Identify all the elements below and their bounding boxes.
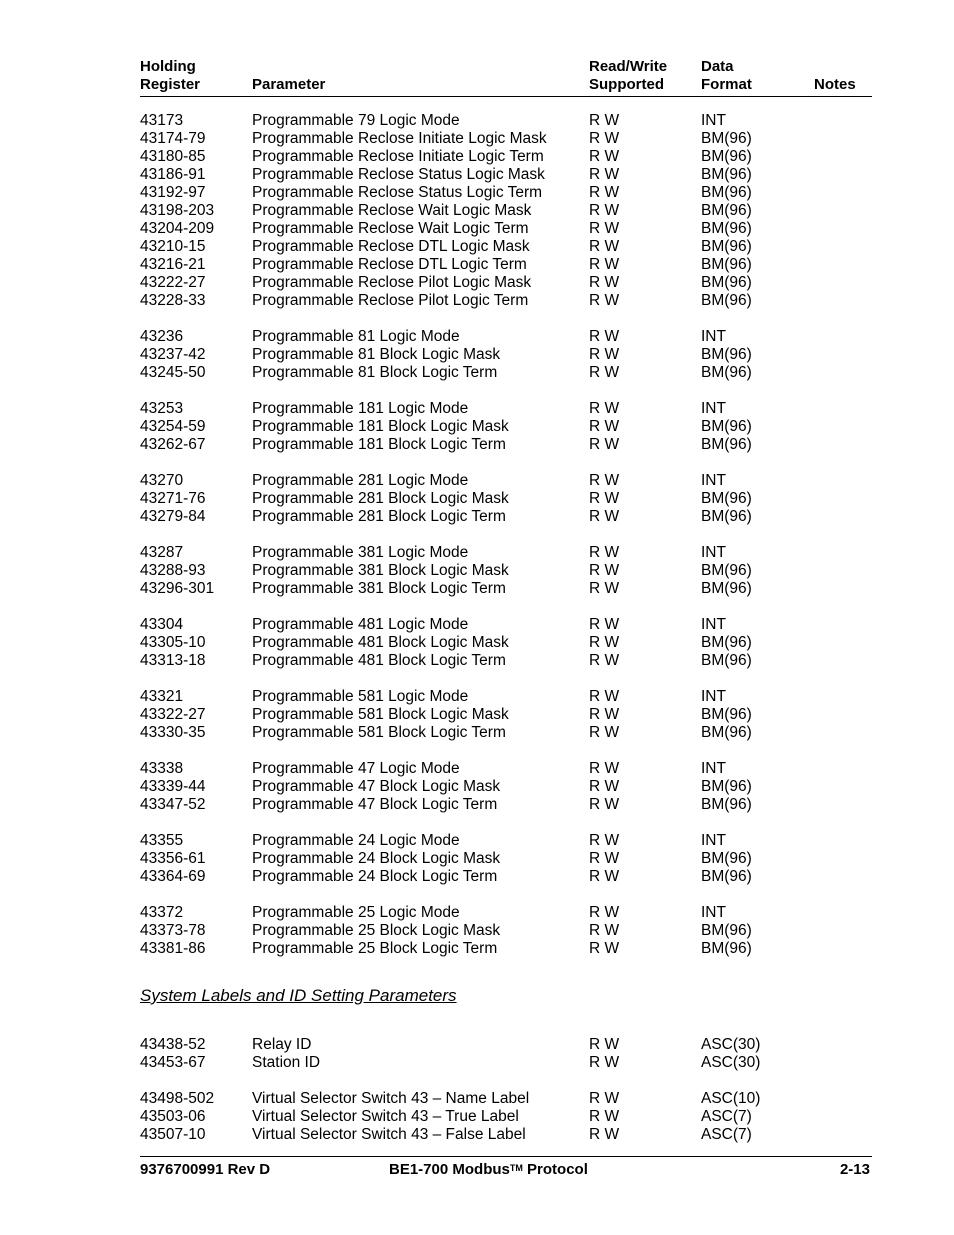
register-cell: 43216-21: [140, 256, 206, 273]
register-cell: 43279-84: [140, 508, 206, 525]
parameter-cell: Programmable Reclose Status Logic Mask: [252, 166, 545, 183]
access-cell: R W: [589, 724, 620, 741]
page-footer: [140, 1156, 872, 1181]
register-cell: 43287: [140, 544, 184, 561]
format-cell: BM(96): [701, 706, 752, 723]
register-cell: 43330-35: [140, 724, 206, 741]
format-cell: BM(96): [701, 850, 752, 867]
document-number: 9376700991 Rev D: [140, 1161, 271, 1178]
format-cell: BM(96): [701, 418, 752, 435]
table-row: [140, 616, 872, 634]
table-row: [140, 490, 872, 508]
format-cell: BM(96): [701, 724, 752, 741]
access-cell: R W: [589, 148, 620, 165]
register-cell: 43186-91: [140, 166, 206, 183]
register-cell: 43204-209: [140, 220, 215, 237]
table-row: [140, 1090, 872, 1108]
register-cell: 43372: [140, 904, 184, 921]
access-cell: R W: [589, 166, 620, 183]
header-data-format: Data Format: [701, 58, 752, 93]
table-row: [140, 1126, 872, 1144]
register-cell: 43322-27: [140, 706, 206, 723]
register-cell: 43237-42: [140, 346, 206, 363]
parameter-cell: Programmable 24 Block Logic Mask: [252, 850, 501, 867]
group-spacer: [140, 382, 872, 400]
format-cell: BM(96): [701, 508, 752, 525]
register-table: [140, 112, 872, 958]
register-cell: 43245-50: [140, 364, 206, 381]
format-cell: BM(96): [701, 364, 752, 381]
parameter-cell: Programmable Reclose Status Logic Term: [252, 184, 543, 201]
format-cell: INT: [701, 328, 726, 345]
register-cell: 43236: [140, 328, 184, 345]
table-row: [140, 112, 872, 130]
register-cell: 43180-85: [140, 148, 206, 165]
register-cell: 43304: [140, 616, 184, 633]
format-cell: BM(96): [701, 130, 752, 147]
table-header: [140, 56, 872, 97]
parameter-cell: Programmable 47 Block Logic Term: [252, 796, 498, 813]
register-cell: 43222-27: [140, 274, 206, 291]
access-cell: R W: [589, 184, 620, 201]
parameter-cell: Programmable 81 Logic Mode: [252, 328, 460, 345]
access-cell: R W: [589, 760, 620, 777]
access-cell: R W: [589, 364, 620, 381]
table-row: [140, 148, 872, 166]
parameter-cell: Virtual Selector Switch 43 – False Label: [252, 1126, 526, 1143]
group-spacer: [140, 454, 872, 472]
format-cell: BM(96): [701, 274, 752, 291]
table-row: [140, 832, 872, 850]
access-cell: R W: [589, 472, 620, 489]
table-row: [140, 850, 872, 868]
register-cell: 43503-06: [140, 1108, 206, 1125]
register-cell: 43198-203: [140, 202, 215, 219]
access-cell: R W: [589, 940, 620, 957]
parameter-cell: Programmable 581 Block Logic Mask: [252, 706, 509, 723]
register-cell: 43347-52: [140, 796, 206, 813]
parameter-cell: Programmable 47 Logic Mode: [252, 760, 460, 777]
access-cell: R W: [589, 274, 620, 291]
table-row: [140, 706, 872, 724]
table-row: [140, 238, 872, 256]
table-row: [140, 760, 872, 778]
parameter-cell: Virtual Selector Switch 43 – True Label: [252, 1108, 519, 1125]
format-cell: INT: [701, 904, 726, 921]
access-cell: R W: [589, 1054, 620, 1071]
access-cell: R W: [589, 778, 620, 795]
table-row: [140, 1036, 872, 1054]
parameter-cell: Programmable 25 Logic Mode: [252, 904, 460, 921]
format-cell: BM(96): [701, 436, 752, 453]
format-cell: INT: [701, 688, 726, 705]
register-cell: 43253: [140, 400, 184, 417]
register-cell: 43313-18: [140, 652, 206, 669]
register-cell: 43271-76: [140, 490, 206, 507]
table-row: [140, 130, 872, 148]
format-cell: BM(96): [701, 922, 752, 939]
group-spacer: [140, 814, 872, 832]
parameter-cell: Station ID: [252, 1054, 321, 1071]
access-cell: R W: [589, 508, 620, 525]
access-cell: R W: [589, 256, 620, 273]
register-cell: 43438-52: [140, 1036, 206, 1053]
table-row: [140, 220, 872, 238]
format-cell: ASC(30): [701, 1054, 761, 1071]
table-row: [140, 940, 872, 958]
parameter-cell: Programmable 381 Block Logic Term: [252, 580, 506, 597]
access-cell: R W: [589, 400, 620, 417]
group-spacer: [140, 598, 872, 616]
parameter-cell: Programmable 181 Block Logic Term: [252, 436, 506, 453]
parameter-cell: Relay ID: [252, 1036, 312, 1053]
parameter-cell: Programmable 481 Block Logic Term: [252, 652, 506, 669]
register-cell: 43210-15: [140, 238, 206, 255]
access-cell: R W: [589, 868, 620, 885]
parameter-cell: Programmable 481 Block Logic Mask: [252, 634, 509, 651]
access-cell: R W: [589, 1126, 620, 1143]
table-row: [140, 274, 872, 292]
register-cell: 43262-67: [140, 436, 206, 453]
table-row: [140, 292, 872, 310]
format-cell: BM(96): [701, 256, 752, 273]
format-cell: BM(96): [701, 652, 752, 669]
format-cell: BM(96): [701, 220, 752, 237]
parameter-cell: Programmable 81 Block Logic Mask: [252, 346, 501, 363]
table-row: [140, 634, 872, 652]
register-cell: 43453-67: [140, 1054, 206, 1071]
parameter-cell: Programmable 181 Logic Mode: [252, 400, 469, 417]
register-cell: 43507-10: [140, 1126, 206, 1143]
group-spacer: [140, 526, 872, 544]
parameter-cell: Programmable 24 Logic Mode: [252, 832, 460, 849]
register-cell: 43339-44: [140, 778, 206, 795]
parameter-cell: Programmable 81 Block Logic Term: [252, 364, 498, 381]
register-cell: 43338: [140, 760, 184, 777]
register-cell: 43498-502: [140, 1090, 215, 1107]
format-cell: INT: [701, 616, 726, 633]
parameter-cell: Programmable 381 Logic Mode: [252, 544, 469, 561]
header-holding-register: Holding Register: [140, 58, 201, 93]
register-cell: 43355: [140, 832, 184, 849]
format-cell: BM(96): [701, 796, 752, 813]
access-cell: R W: [589, 112, 620, 129]
table-row: [140, 652, 872, 670]
access-cell: R W: [589, 220, 620, 237]
table-row: [140, 724, 872, 742]
register-cell: 43296-301: [140, 580, 215, 597]
access-cell: R W: [589, 1090, 620, 1107]
format-cell: BM(96): [701, 346, 752, 363]
table-row: [140, 688, 872, 706]
table-row: [140, 1108, 872, 1126]
table-row: [140, 778, 872, 796]
format-cell: INT: [701, 832, 726, 849]
access-cell: R W: [589, 706, 620, 723]
header-parameter: Parameter: [252, 76, 326, 93]
table-row: [140, 364, 872, 382]
register-cell: 43373-78: [140, 922, 206, 939]
format-cell: ASC(30): [701, 1036, 761, 1053]
group-spacer: [140, 1072, 872, 1090]
format-cell: INT: [701, 112, 726, 129]
format-cell: BM(96): [701, 292, 752, 309]
access-cell: R W: [589, 292, 620, 309]
parameter-cell: Virtual Selector Switch 43 – Name Label: [252, 1090, 530, 1107]
table-row: [140, 544, 872, 562]
parameter-cell: Programmable Reclose Pilot Logic Mask: [252, 274, 532, 291]
header-read-write: Read/Write Supported: [589, 58, 668, 93]
access-cell: R W: [589, 688, 620, 705]
access-cell: R W: [589, 346, 620, 363]
access-cell: R W: [589, 634, 620, 651]
format-cell: BM(96): [701, 778, 752, 795]
format-cell: BM(96): [701, 184, 752, 201]
table-row: [140, 400, 872, 418]
access-cell: R W: [589, 832, 620, 849]
format-cell: ASC(7): [701, 1126, 752, 1143]
parameter-cell: Programmable 281 Block Logic Term: [252, 508, 506, 525]
register-cell: 43381-86: [140, 940, 206, 957]
format-cell: BM(96): [701, 634, 752, 651]
document-title: BE1-700 Modbus™ Protocol: [389, 1161, 588, 1178]
access-cell: R W: [589, 328, 620, 345]
access-cell: R W: [589, 130, 620, 147]
parameter-cell: Programmable 24 Block Logic Term: [252, 868, 498, 885]
parameter-cell: Programmable 281 Block Logic Mask: [252, 490, 509, 507]
table-row: [140, 1054, 872, 1072]
register-cell: 43270: [140, 472, 184, 489]
parameter-cell: Programmable Reclose DTL Logic Mask: [252, 238, 530, 255]
table-row: [140, 184, 872, 202]
table-row: [140, 868, 872, 886]
group-spacer: [140, 670, 872, 688]
parameter-cell: Programmable 281 Logic Mode: [252, 472, 469, 489]
parameter-cell: Programmable 581 Block Logic Term: [252, 724, 506, 741]
format-cell: INT: [701, 544, 726, 561]
format-cell: BM(96): [701, 202, 752, 219]
access-cell: R W: [589, 544, 620, 561]
parameter-cell: Programmable Reclose Initiate Logic Term: [252, 148, 544, 165]
access-cell: R W: [589, 904, 620, 921]
parameter-cell: Programmable 381 Block Logic Mask: [252, 562, 509, 579]
parameter-cell: Programmable 181 Block Logic Mask: [252, 418, 509, 435]
page-number: 2-13: [839, 1161, 870, 1178]
access-cell: R W: [589, 418, 620, 435]
table-row: [140, 922, 872, 940]
parameter-cell: Programmable 481 Logic Mode: [252, 616, 469, 633]
access-cell: R W: [589, 238, 620, 255]
table-row: [140, 580, 872, 598]
register-cell: 43173: [140, 112, 184, 129]
format-cell: BM(96): [701, 940, 752, 957]
parameter-cell: Programmable Reclose Wait Logic Mask: [252, 202, 532, 219]
format-cell: BM(96): [701, 562, 752, 579]
table-row: [140, 418, 872, 436]
register-cell: 43321: [140, 688, 184, 705]
parameter-cell: Programmable Reclose Pilot Logic Term: [252, 292, 529, 309]
register-cell: 43254-59: [140, 418, 206, 435]
group-spacer: [140, 310, 872, 328]
parameter-cell: Programmable 581 Logic Mode: [252, 688, 469, 705]
section-title: System Labels and ID Setting Parameters: [140, 986, 457, 1005]
format-cell: INT: [701, 760, 726, 777]
access-cell: R W: [589, 616, 620, 633]
access-cell: R W: [589, 580, 620, 597]
access-cell: R W: [589, 202, 620, 219]
access-cell: R W: [589, 922, 620, 939]
access-cell: R W: [589, 796, 620, 813]
format-cell: ASC(10): [701, 1090, 761, 1107]
table-row: [140, 436, 872, 454]
access-cell: R W: [589, 850, 620, 867]
header-notes: Notes: [814, 76, 856, 93]
format-cell: BM(96): [701, 148, 752, 165]
access-cell: R W: [589, 562, 620, 579]
format-cell: INT: [701, 400, 726, 417]
table-row: [140, 796, 872, 814]
table-row: [140, 346, 872, 364]
register-cell: 43228-33: [140, 292, 206, 309]
table-row: [140, 328, 872, 346]
parameter-cell: Programmable 25 Block Logic Mask: [252, 922, 501, 939]
table-row: [140, 508, 872, 526]
parameter-cell: Programmable Reclose DTL Logic Term: [252, 256, 527, 273]
table-row: [140, 562, 872, 580]
access-cell: R W: [589, 1108, 620, 1125]
format-cell: ASC(7): [701, 1108, 752, 1125]
parameter-cell: Programmable Reclose Wait Logic Term: [252, 220, 529, 237]
parameter-cell: Programmable 79 Logic Mode: [252, 112, 460, 129]
parameter-cell: Programmable 25 Block Logic Term: [252, 940, 498, 957]
access-cell: R W: [589, 490, 620, 507]
group-spacer: [140, 742, 872, 760]
access-cell: R W: [589, 1036, 620, 1053]
register-cell: 43174-79: [140, 130, 206, 147]
access-cell: R W: [589, 436, 620, 453]
format-cell: BM(96): [701, 868, 752, 885]
format-cell: BM(96): [701, 238, 752, 255]
table-row: [140, 166, 872, 184]
table-row: [140, 202, 872, 220]
parameter-cell: Programmable Reclose Initiate Logic Mask: [252, 130, 547, 147]
format-cell: BM(96): [701, 166, 752, 183]
system-labels-table: [140, 1036, 872, 1144]
access-cell: R W: [589, 652, 620, 669]
register-cell: 43364-69: [140, 868, 206, 885]
register-cell: 43288-93: [140, 562, 206, 579]
group-spacer: [140, 886, 872, 904]
table-row: [140, 256, 872, 274]
format-cell: BM(96): [701, 490, 752, 507]
register-cell: 43192-97: [140, 184, 206, 201]
table-row: [140, 904, 872, 922]
format-cell: BM(96): [701, 580, 752, 597]
register-cell: 43356-61: [140, 850, 206, 867]
format-cell: INT: [701, 472, 726, 489]
register-cell: 43305-10: [140, 634, 206, 651]
parameter-cell: Programmable 47 Block Logic Mask: [252, 778, 501, 795]
table-row: [140, 472, 872, 490]
